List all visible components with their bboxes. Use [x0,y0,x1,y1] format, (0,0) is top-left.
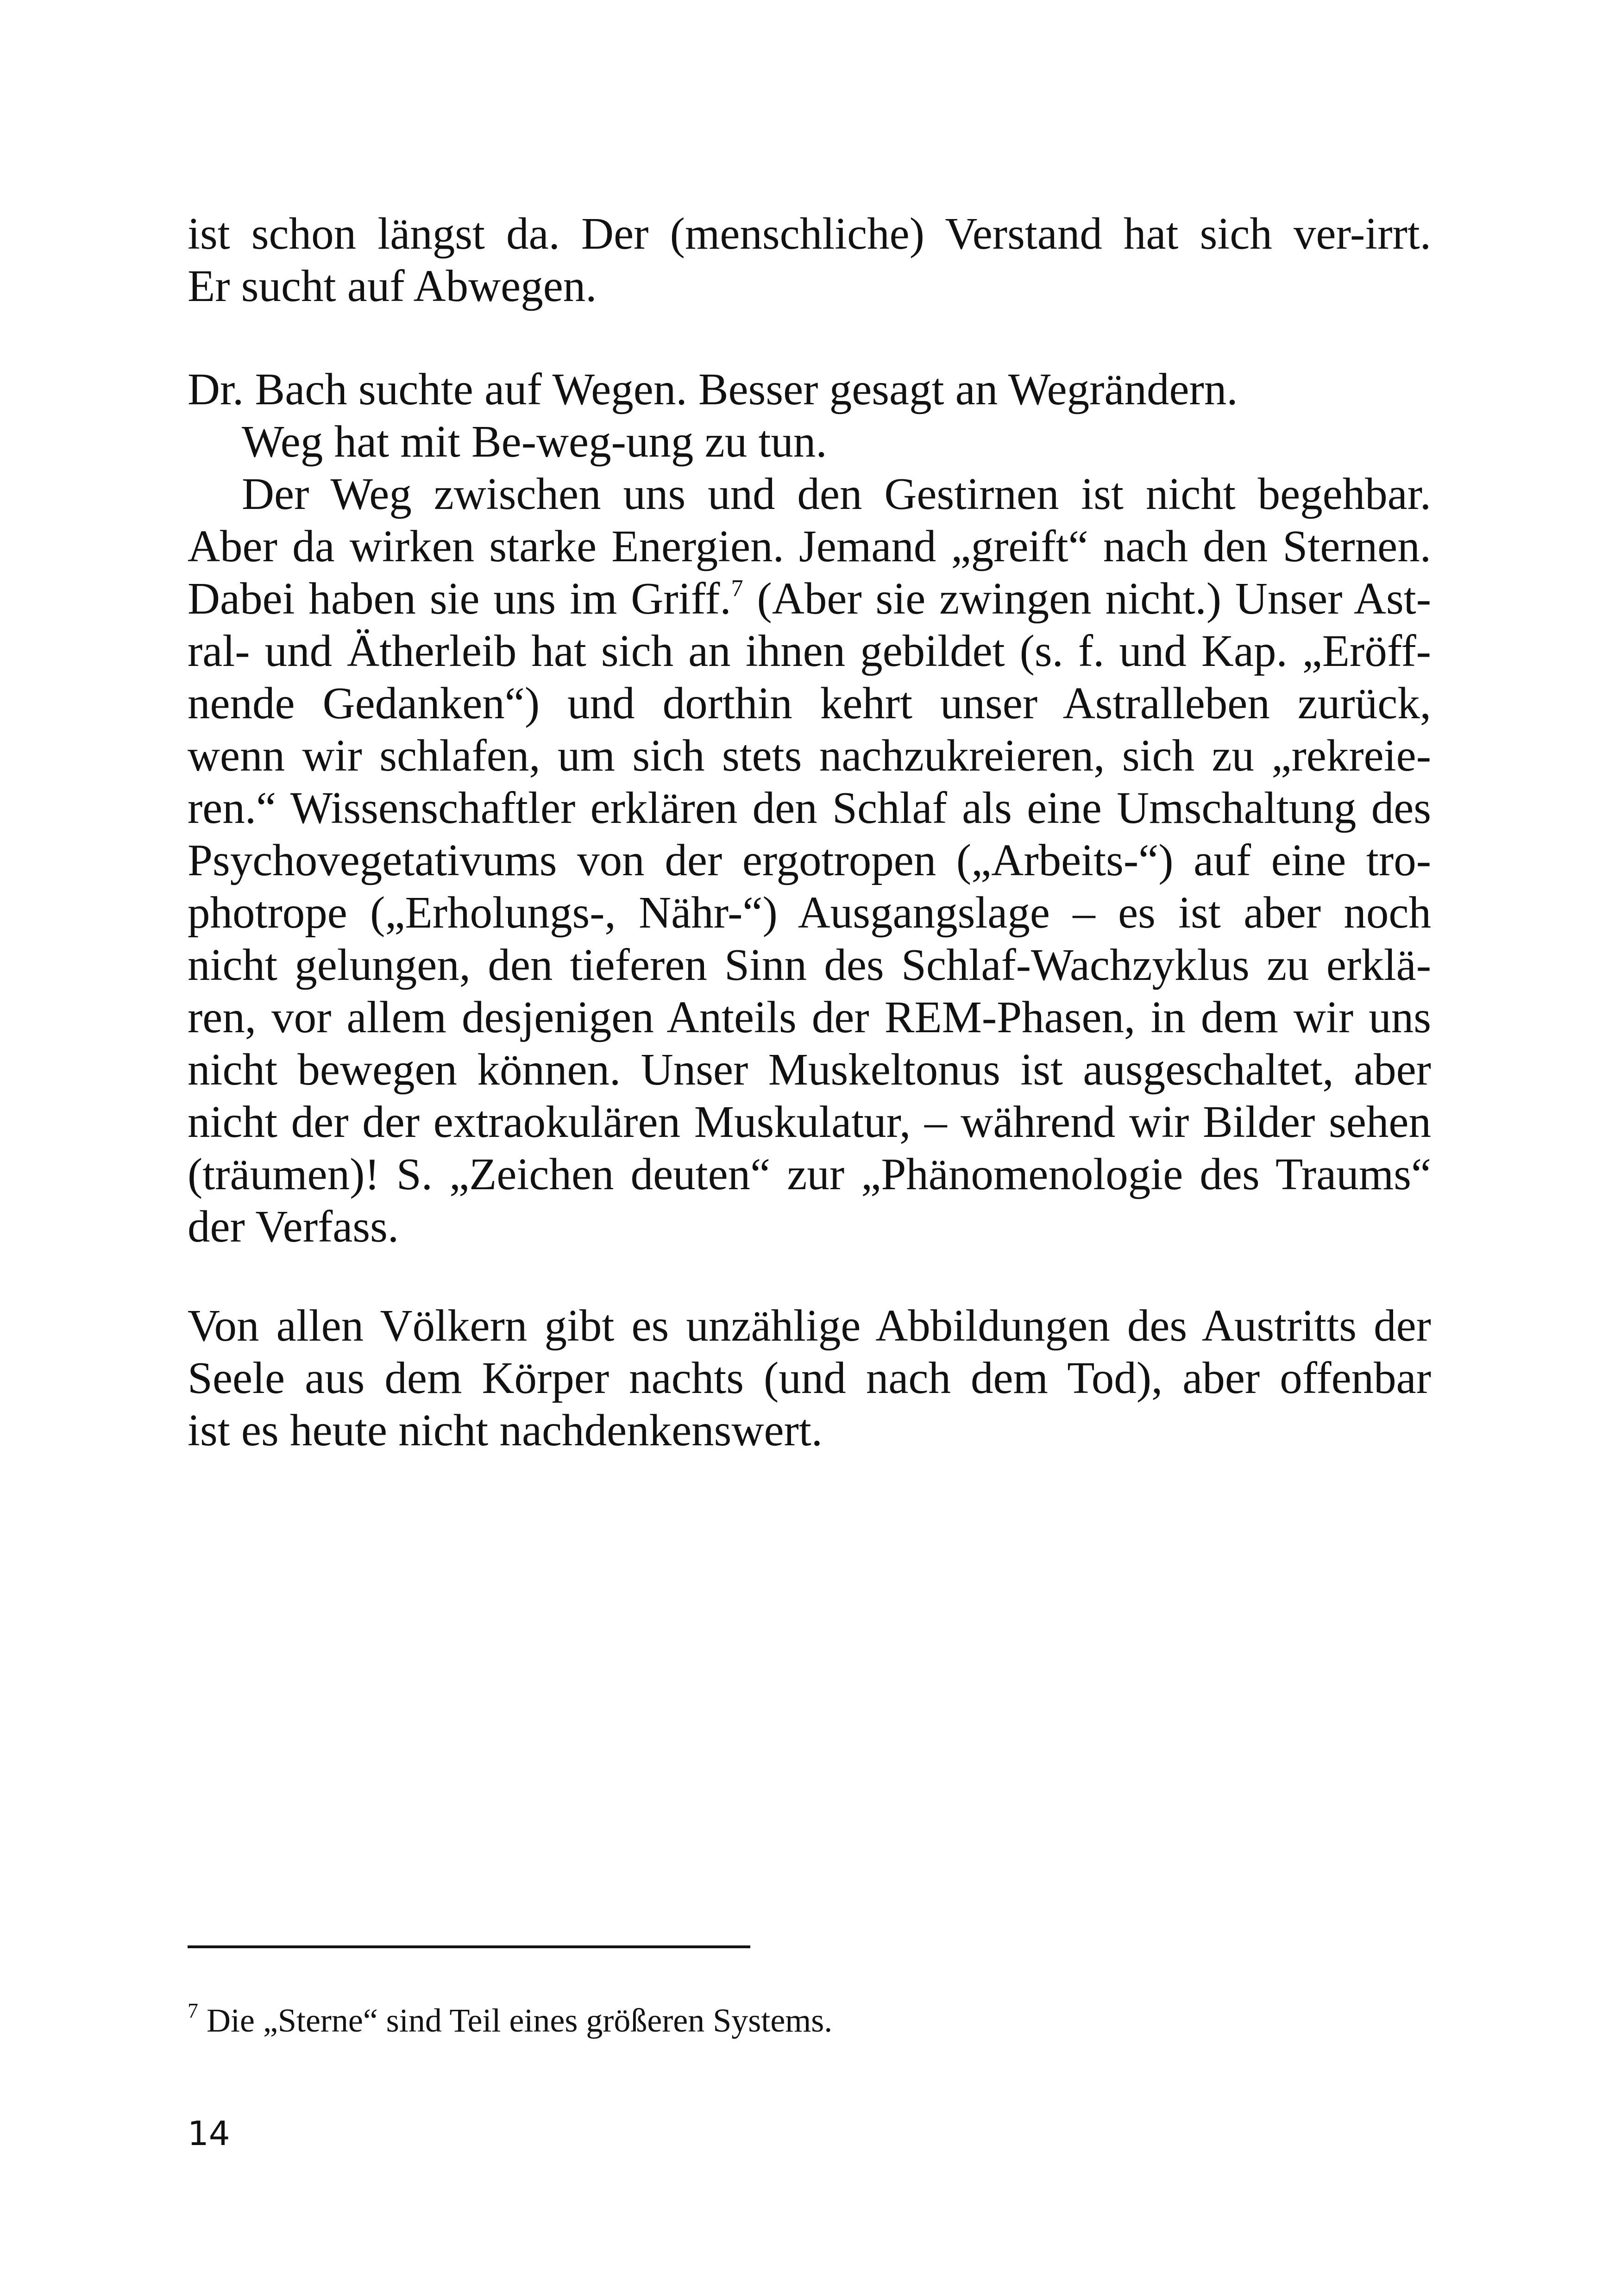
text-line: ist schon längst da. Der (menschliche) Verstand hat sich ver-irrt. [188,209,1431,258]
footnote [188,2000,832,2041]
text-line: photrope („Erholungs-, Nähr-“) Ausgangslage – es ist aber noch [188,888,1431,937]
text-line: Weg hat mit Be-weg-ung zu tun. [242,417,827,466]
text-line: nende Gedanken“) und dorthin kehrt unser Astralleben zurück, [188,678,1431,728]
text-line: Psychovegetativums von der ergotropen („Arbeits-“) auf eine tro- [188,835,1431,885]
text-line: ral- und Ätherleib hat sich an ihnen gebildet (s. f. und Kap. „Eröff- [188,626,1431,676]
paragraph-1 [188,207,1431,312]
text-line: Von allen Völkern gibt es unzählige Abbildungen des Austritts der [188,1301,1431,1350]
text-line: Aber da wirken starke Energien. Jemand „greift“ nach den Sternen. [188,521,1431,571]
text-line: ist es heute nicht nachdenkenswert. [188,1405,823,1455]
text-fragment: (Aber sie zwingen nicht.) Unser Ast- [743,574,1431,623]
text-line: Dr. Bach suchte auf Wegen. Besser gesagt an Wegrändern. [188,364,1238,414]
text-line: nicht gelungen, den tieferen Sinn des Schlaf-Wachzyklus zu erklä- [188,940,1431,990]
text-line: (träumen)! S. „Zeichen deuten“ zur „Phänomenologie des Traums“ [188,1149,1431,1199]
footnote-marker: 7 [188,1999,198,2022]
text-line: Seele aus dem Körper nachts (und nach dem Tod), aber offenbar [188,1353,1431,1403]
text-fragment: Dabei haben sie uns im Griff. [188,574,731,623]
footnote-divider [188,1945,750,1948]
page-number: 14 [188,2114,230,2153]
footnote-reference: 7 [731,575,743,602]
text-line: ren, vor allem desjenigen Anteils der REM-Phasen, in dem wir uns [188,992,1431,1042]
footnote-text: Die „Sterne“ sind Teil eines größeren Systems. [198,2002,833,2039]
text-line: ren.“ Wissenschaftler erklären den Schlaf als eine Umschaltung des [188,783,1431,833]
paragraph-2 [188,363,1431,1253]
text-line: nicht bewegen können. Unser Muskeltonus ist ausgeschaltet, aber [188,1045,1431,1094]
text-line: wenn wir schlafen, um sich stets nachzukreieren, sich zu „rekreie- [188,731,1431,780]
text-line: der Verfass. [188,1202,399,1251]
text-line-with-footnote-ref [188,572,1431,625]
text-line: Der Weg zwischen uns und den Gestirnen ist nicht begehbar. [242,469,1431,519]
text-line: Er sucht auf Abwegen. [188,261,597,311]
paragraph-3 [188,1299,1431,1456]
text-line: nicht der der extraokulären Muskulatur, – während wir Bilder sehen [188,1097,1431,1147]
